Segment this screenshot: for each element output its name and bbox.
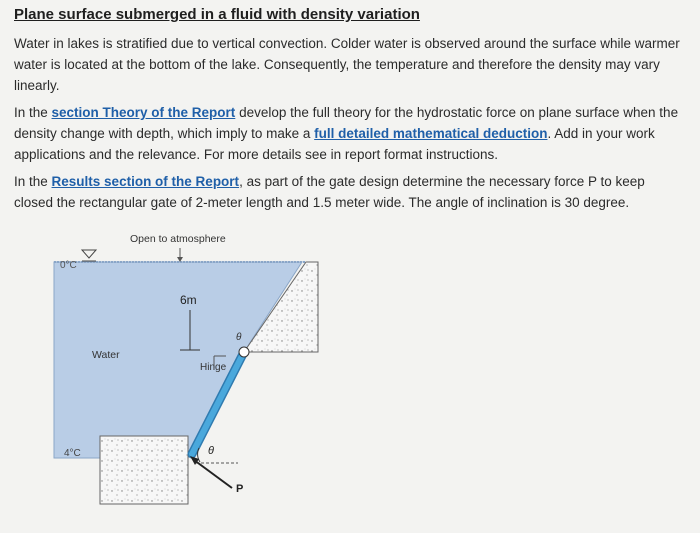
water-label: Water [92,349,120,361]
force-p-arrow [194,460,232,488]
link-results-section[interactable]: Results section of the Report [51,174,240,189]
paragraph-results [14,171,686,213]
link-section-theory[interactable]: section Theory of the Report [51,105,236,120]
gate-diagram [0,228,700,528]
text-segment: In the [14,174,52,189]
paragraph-intro: Water in lakes is stratified due to vertical convection. Colder water is observed around the surface while warmer water is located at the bottom of the lake. Consequently, the temperature and therefore the density may vary linearly. [14,36,680,93]
paragraph-theory [14,102,686,165]
theta-bottom-label: θ [208,445,214,457]
text-segment: In the [14,105,52,120]
hinge-circle [239,347,249,357]
theta-top-label: θ [236,332,242,343]
document [14,6,686,219]
temperature-bottom-label: 4°C [64,448,81,459]
temperature-top-label: 0°C [60,260,77,271]
gate-diagram-svg [0,228,700,528]
text-segment: develop the full theory for the hydrostatic force on plane surface when the density change with depth, which imply to make a [14,105,679,141]
depth-label: 6m [180,293,197,307]
text-segment: , as part of the gate design determine the necessary force P to keep closed the rectangular gate of 2-meter length and 1.5 meter wide. The angle of inclination is 30 degree. [14,174,645,210]
force-p-label: P [236,483,244,495]
page-title: Plane surface submerged in a fluid with density variation [14,6,420,23]
link-mathematical-deduction[interactable]: full detailed mathematical deduction [314,126,548,141]
open-to-atmosphere-label: Open to atmosphere [130,233,226,245]
text-segment: . Add in your work applications and the relevance. For more details see in report format instructions. [14,126,655,162]
hinge-label: Hinge [200,362,227,373]
concrete-block-bottom [100,436,188,504]
free-surface-marker [82,250,96,258]
